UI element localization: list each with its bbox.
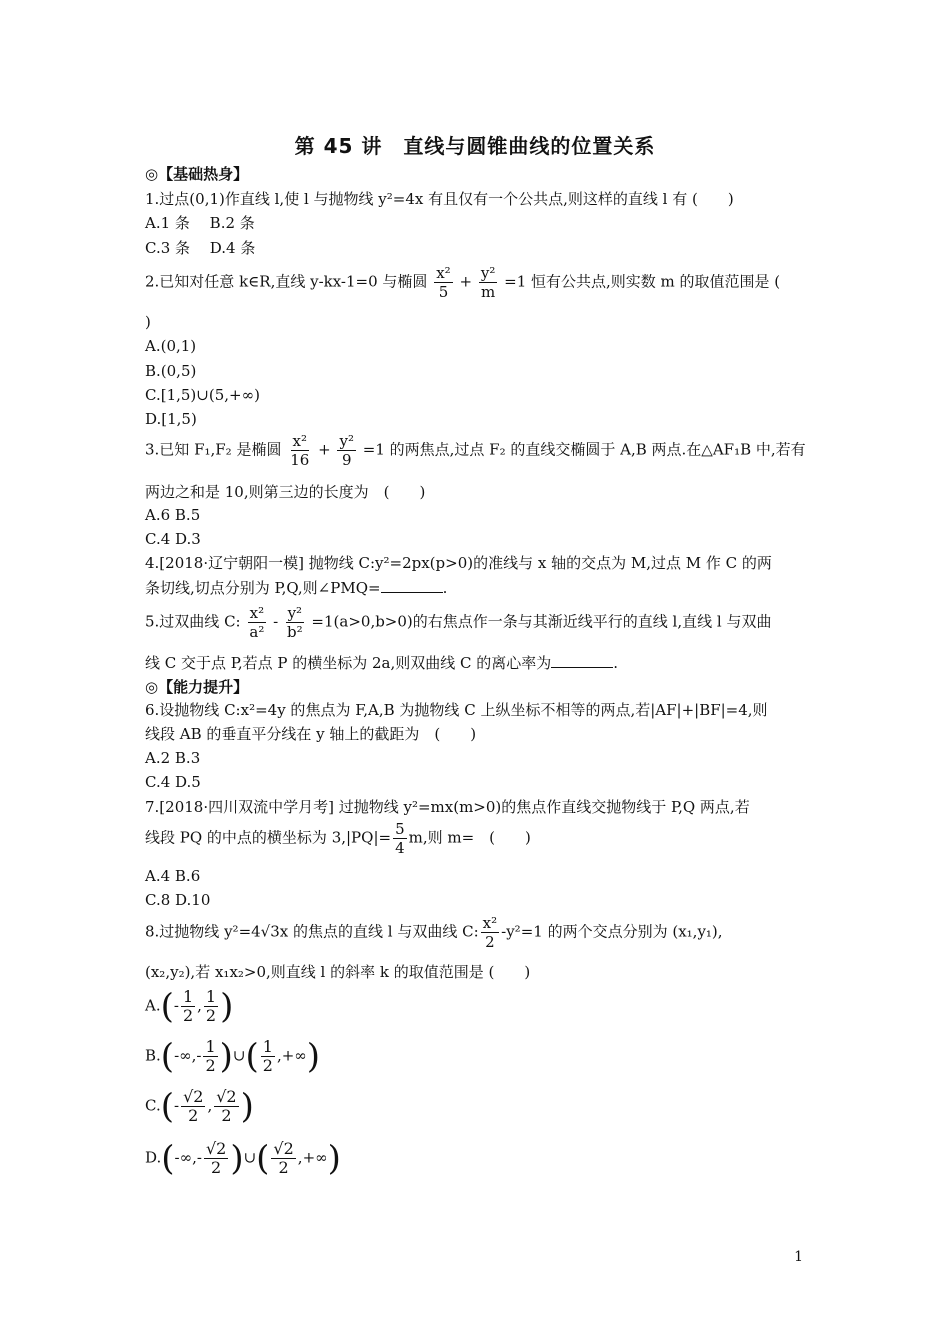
q3-f1-num: x² [292,432,308,450]
q8-b-f2n: 1 [262,1037,273,1056]
q8-text [145,914,723,951]
q8-option-c-label: C. [145,1096,161,1115]
q8-b-frac2 [261,1038,275,1075]
q8-f-num: x² [482,914,498,932]
q8-a-f2n: 1 [205,987,217,1006]
q8-pre: 8.过抛物线 y²=4√3x 的焦点的直线 l 与双曲线 C: [145,922,479,941]
q8-c-f2d: 2 [221,1106,232,1125]
q8-d-frac2 [271,1140,295,1177]
q7-fraction [393,820,407,857]
q5-line2-post: . [613,654,619,672]
q5-f2-den: b² [287,623,303,641]
q5-f1-num: x² [249,604,265,622]
q8-a-f2d: 2 [205,1006,217,1025]
q7-f-den: 4 [395,839,405,857]
q8-a-f1d: 2 [182,1006,194,1025]
q5-fraction-y [285,604,305,641]
q5-line2-pre: 线 C 交于点 P,若点 P 的横坐标为 2a,则双曲线 C 的离心率为 [145,654,552,672]
q2-f2-num: y² [480,264,496,282]
q7-options-ab: A.4 B.6 [145,867,201,885]
q8-c-frac1 [181,1088,205,1125]
q2-fraction-y [479,264,498,301]
q8-option-d-label: D. [145,1148,162,1167]
q8-d-cup: ∪ [243,1148,257,1167]
q7-line2-pre: 线段 PQ 的中点的横坐标为 3,|PQ|= [145,828,392,847]
q2-option-d: D.[1,5) [145,410,197,428]
page-title: 第 45 讲 直线与圆锥曲线的位置关系 [294,134,656,158]
q8-d-f1d: 2 [211,1158,222,1177]
q8-option-d: D.(-∞,- $\frac{√2}{2}$ )∪( $\frac{√2}{2}$ ,+∞) [145,1138,341,1179]
q2-pre: 2.已知对任意 k∈R,直线 y-kx-1=0 与椭圆 [145,272,428,291]
section-advanced: ◎【能力提升】 [145,678,249,696]
q8-c-neg: - [173,1096,180,1115]
q8-b-f2d: 2 [262,1056,273,1075]
q8-b-pinf: ,+∞ [276,1046,307,1065]
q5-line2 [145,653,618,673]
q8-a-f1n: 1 [182,987,194,1006]
q8-fraction [481,914,499,951]
q5-f2-num: y² [287,604,303,622]
q5-fraction-x [247,604,266,641]
q6-line1: 6.设抛物线 C:x²=4y 的焦点为 F,A,B 为抛物线 C 上纵坐标不相等的两点,若|AF|+|BF|=4,则 [145,701,768,719]
q8-d-pinf: ,+∞ [297,1148,328,1167]
q8-option-b: B.(-∞,- $\frac{1}{2}$ )∪( $\frac{1}{2}$ ,+∞) [145,1036,321,1077]
q6-line2: 线段 AB 的垂直平分线在 y 轴上的截距为 ( ) [145,725,477,743]
q2-f1-num: x² [436,264,451,282]
q8-d-f2n: √2 [273,1139,294,1158]
q7-line2-post: m,则 m= ( ) [408,828,531,847]
q3-pre: 3.已知 F₁,F₂ 是椭圆 [145,440,282,459]
q5-text: 5.过双曲线 C: $\frac{\text{x²}}{\text{a²}}$ - $\frac{\text{y²}}{\text{b²}}$ =1(a>0,b>0)的右焦点作一条与其渐近线平行的直线 l,直线 l 与双曲 [145,604,772,641]
q8-line2: (x₂,y₂),若 x₁x₂>0,则直线 l 的斜率 k 的取值范围是 ( ) [145,963,531,981]
q3-fraction-x [288,432,311,469]
q8-c-frac2 [214,1088,238,1125]
q3-f1-den: 16 [290,451,310,469]
q8-option-c: C.(- $\frac{√2}{2}$ , $\frac{√2}{2}$ ) [145,1086,254,1127]
q8-f-den: 2 [485,933,495,951]
section-basic: ◎【基础热身】 [145,165,249,183]
q4-line2 [145,578,447,598]
q7-options-cd: C.8 D.10 [145,891,211,909]
q2-option-c: C.[1,5)∪(5,+∞) [145,386,260,404]
q2-fraction-x [434,264,452,301]
q3-post: =1 的两焦点,过点 F₂ 的直线交椭圆于 A,B 两点.在△AF₁B 中,若有 [362,440,806,459]
q8-c-comma: , [207,1096,213,1115]
q8-post: -y²=1 的两个交点分别为 (x₁,y₁), [501,922,723,941]
q4-line2-post: . [442,579,448,597]
q2-option-a: A.(0,1) [145,337,197,355]
q1-options-ab: A.1 条 B.2 条 [145,214,255,232]
q8-a-neg: - [173,996,179,1015]
q3-f2-den: 9 [341,451,352,469]
q8-b-f1n: 1 [205,1037,216,1056]
q2-close: ) [145,313,151,331]
q8-b-ninf: -∞,- [174,1046,202,1065]
q8-c-f1d: 2 [188,1106,199,1125]
q8-c-f1n: √2 [183,1087,204,1106]
q8-a-frac2 [204,988,218,1025]
q8-a-frac1 [181,988,195,1025]
q8-option-b-label: B. [145,1046,161,1065]
q4-line1: 4.[2018·辽宁朝阳一模] 抛物线 C:y²=2px(p>0)的准线与 x 轴的交点为 M,过点 M 作 C 的两 [145,554,772,572]
q8-b-f1d: 2 [205,1056,216,1075]
q8-option-a-label: A. [145,996,161,1015]
q3-options-ab: A.6 B.5 [145,506,201,524]
q7-f-num: 5 [395,820,405,838]
q5-pre: 5.过双曲线 C: [145,612,241,631]
q8-d-ninf: -∞,- [174,1148,202,1167]
q2-option-b: B.(0,5) [145,362,197,380]
q5-post: =1(a>0,b>0)的右焦点作一条与其渐近线平行的直线 l,直线 l 与双曲 [311,612,772,631]
q2-f2-den: m [480,283,496,301]
q4-answer-blank[interactable] [381,578,443,593]
q8-d-frac1 [204,1140,228,1177]
q6-options-ab: A.2 B.3 [145,749,201,767]
q2-f1-den: 5 [438,283,449,301]
q3-fraction-y [337,432,356,469]
q8-c-f2n: √2 [216,1087,237,1106]
q6-options-cd: C.4 D.5 [145,773,201,791]
q2-text: 2.已知对任意 k∈R,直线 y-kx-1=0 与椭圆 $\frac{\text{x²}}{5}$ + $\frac{\text{y²}}{m}$ =1 恒有公共点,则实数 m 的取值范围是 ( [145,264,781,301]
q1-options-cd: C.3 条 D.4 条 [145,239,256,257]
q8-b-cup: ∪ [232,1046,246,1065]
q4-line2-pre: 条切线,切点分别为 P,Q,则∠PMQ= [145,579,381,597]
q8-b-frac1 [203,1038,217,1075]
q8-d-f2d: 2 [278,1158,289,1177]
q3-options-cd: C.4 D.3 [145,530,201,548]
q3-text: 3.已知 F₁,F₂ 是椭圆 $\frac{\text{x²}}{16}$ + $\frac{\text{y²}}{9}$ =1 的两焦点,过点 F₂ 的直线交椭圆于 A,B 两点.在△AF₁B 中,若有 [145,432,806,469]
q8-d-f1n: √2 [205,1139,227,1158]
q5-answer-blank[interactable] [551,653,613,668]
q3-line2: 两边之和是 10,则第三边的长度为 ( ) [145,483,426,501]
q5-f1-den: a² [249,623,265,641]
q7-line2 [145,820,531,857]
q8-option-a: A.(- $\frac{1}{2}$ , $\frac{1}{2}$ ) [145,986,234,1027]
q7-line1: 7.[2018·四川双流中学月考] 过抛物线 y²=mx(m>0)的焦点作直线交抛物线于 P,Q 两点,若 [145,798,750,816]
q1-text: 1.过点(0,1)作直线 l,使 l 与抛物线 y²=4x 有且仅有一个公共点,则这样的直线 l 有 ( ) [145,190,734,208]
page-number: 1 [794,1249,803,1265]
q8-a-comma: , [197,996,202,1015]
q2-post: =1 恒有公共点,则实数 m 的取值范围是 ( [504,272,781,291]
q3-f2-num: y² [339,432,354,450]
